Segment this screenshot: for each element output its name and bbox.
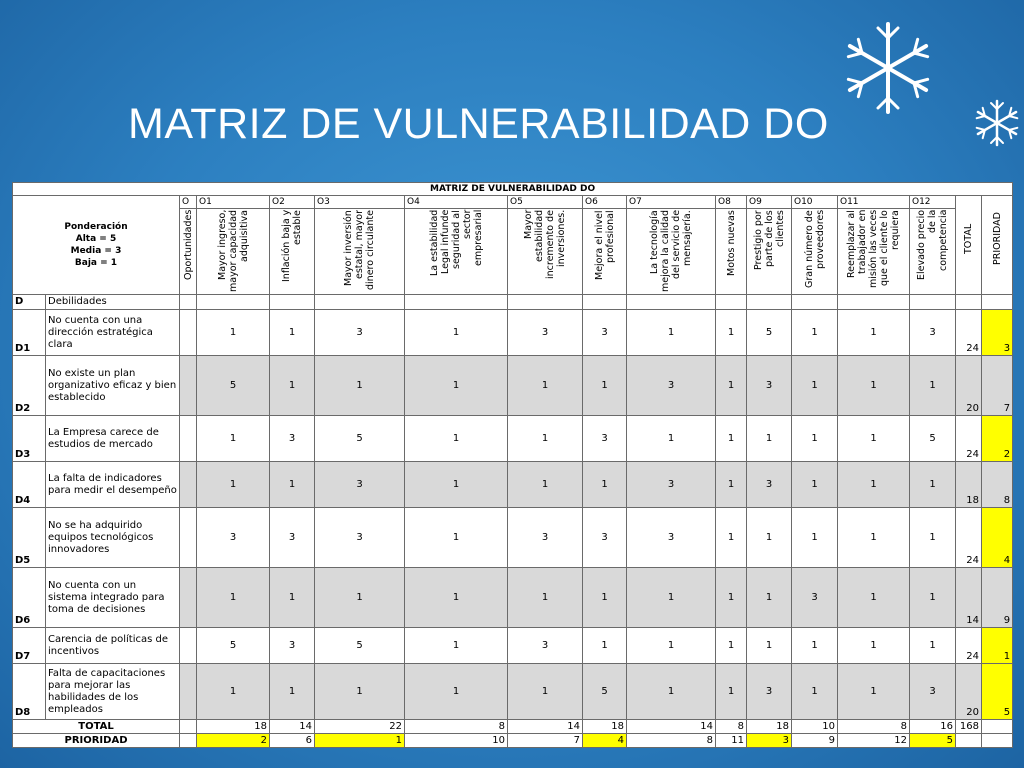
opportunity-label-cell [838, 209, 910, 295]
matrix-value: 1 [838, 568, 910, 628]
grand-total: 168 [956, 720, 982, 734]
column-total: 8 [838, 720, 910, 734]
matrix-value: 1 [627, 310, 716, 356]
matrix-value: 1 [405, 416, 508, 462]
matrix-value: 1 [315, 664, 405, 720]
opportunity-code: O9 [747, 196, 792, 209]
empty-cell [270, 295, 315, 310]
matrix-value: 1 [405, 508, 508, 568]
weakness-description: Carencia de políticas de incentivos [46, 628, 180, 664]
column-priority: 2 [197, 734, 270, 748]
opportunity-code: O11 [838, 196, 910, 209]
column-total: 14 [627, 720, 716, 734]
opportunity-label: Reemplazar al trabajador en misión las veces que el cliente lo requiera [846, 210, 901, 289]
matrix-value: 1 [747, 568, 792, 628]
column-total: 8 [716, 720, 747, 734]
table-row [13, 508, 1013, 568]
row-priority: 1 [982, 628, 1013, 664]
opportunity-code: O1 [197, 196, 270, 209]
matrix-value: 3 [508, 508, 583, 568]
matrix-value: 1 [716, 628, 747, 664]
column-priority: 7 [508, 734, 583, 748]
empty-cell [180, 356, 197, 416]
ponderacion-baja: Baja = 1 [74, 258, 118, 268]
weakness-id: D8 [13, 664, 46, 720]
opportunity-label-cell [508, 209, 583, 295]
opportunity-code: O6 [583, 196, 627, 209]
snowflake-icon [972, 98, 1022, 148]
matrix-value: 1 [315, 356, 405, 416]
matrix-value: 1 [197, 416, 270, 462]
o-code: O [180, 196, 197, 209]
matrix-value: 1 [270, 664, 315, 720]
column-priority: 8 [627, 734, 716, 748]
opportunity-label: Mayor inversión estatal, mayor dinero circulante [343, 210, 376, 290]
matrix-value: 1 [792, 310, 838, 356]
weakness-id: D7 [13, 628, 46, 664]
matrix-value: 1 [197, 310, 270, 356]
matrix-value: 1 [910, 508, 956, 568]
matrix-value: 1 [747, 508, 792, 568]
o-label-cell [180, 209, 197, 295]
table-row [13, 568, 1013, 628]
opportunity-label-cell [716, 209, 747, 295]
opportunity-code: O4 [405, 196, 508, 209]
opportunity-code: O5 [508, 196, 583, 209]
matrix-value: 1 [405, 664, 508, 720]
row-total: 24 [956, 310, 982, 356]
empty-cell [982, 734, 1013, 748]
weakness-description: Falta de capacitaciones para mejorar las habilidades de los empleados [46, 664, 180, 720]
empty-cell [982, 295, 1013, 310]
row-priority: 7 [982, 356, 1013, 416]
opportunity-label-cell [910, 209, 956, 295]
row-total: 24 [956, 508, 982, 568]
matrix-value: 3 [270, 416, 315, 462]
matrix-value: 1 [838, 508, 910, 568]
matrix-value: 3 [583, 416, 627, 462]
weakness-id: D3 [13, 416, 46, 462]
slide-title: MATRIZ DE VULNERABILIDAD DO [128, 100, 829, 148]
matrix-value: 1 [583, 628, 627, 664]
matrix-value: 5 [315, 416, 405, 462]
total-header: TOTAL [963, 223, 974, 254]
prioridad-header: PRIORIDAD [991, 212, 1003, 265]
opportunity-label-cell [583, 209, 627, 295]
opportunity-label-cell [197, 209, 270, 295]
weakness-id: D6 [13, 568, 46, 628]
matrix-value: 1 [270, 310, 315, 356]
matrix-value: 1 [508, 462, 583, 508]
weakness-description: No cuenta con un sistema integrado para toma de decisiones [46, 568, 180, 628]
matrix-value: 1 [627, 664, 716, 720]
row-total: 20 [956, 356, 982, 416]
matrix-value: 1 [792, 356, 838, 416]
empty-cell [405, 295, 508, 310]
matrix-value: 1 [627, 416, 716, 462]
opportunity-code: O3 [315, 196, 405, 209]
table-row [13, 664, 1013, 720]
opportunity-label-cell [792, 209, 838, 295]
matrix-value: 3 [747, 462, 792, 508]
matrix-value: 1 [838, 310, 910, 356]
empty-cell [792, 295, 838, 310]
column-total: 18 [747, 720, 792, 734]
matrix-value: 1 [405, 462, 508, 508]
column-priority: 12 [838, 734, 910, 748]
column-priority: 6 [270, 734, 315, 748]
matrix-value: 1 [315, 568, 405, 628]
table-row [13, 462, 1013, 508]
matrix-value: 1 [792, 508, 838, 568]
matrix-value: 1 [747, 628, 792, 664]
empty-cell [180, 310, 197, 356]
prioridad-header-cell [982, 196, 1013, 295]
matrix-value: 3 [747, 664, 792, 720]
snowflake-icon [838, 18, 938, 118]
matrix-value: 1 [508, 568, 583, 628]
vulnerability-matrix-table [12, 182, 1013, 748]
matrix-value: 1 [838, 416, 910, 462]
matrix-value: 3 [315, 508, 405, 568]
matrix-value: 3 [508, 628, 583, 664]
matrix-value: 1 [716, 416, 747, 462]
weakness-id: D2 [13, 356, 46, 416]
column-total: 16 [910, 720, 956, 734]
empty-cell [838, 295, 910, 310]
ponderacion-legend [13, 196, 180, 295]
column-total: 8 [405, 720, 508, 734]
empty-cell [180, 416, 197, 462]
empty-cell [180, 462, 197, 508]
column-priority: 4 [583, 734, 627, 748]
column-total: 10 [792, 720, 838, 734]
matrix-value: 1 [716, 310, 747, 356]
matrix-value: 1 [583, 462, 627, 508]
empty-cell [315, 295, 405, 310]
opportunity-label-cell [270, 209, 315, 295]
column-priority: 11 [716, 734, 747, 748]
opportunity-label: Mejora el nivel profesional [593, 210, 616, 280]
weakness-id: D4 [13, 462, 46, 508]
ponderacion-media: Media = 3 [70, 246, 122, 256]
matrix-value: 1 [270, 356, 315, 416]
matrix-value: 1 [716, 568, 747, 628]
matrix-value: 1 [508, 664, 583, 720]
d-label: Debilidades [46, 295, 180, 310]
opportunity-label-cell [627, 209, 716, 295]
opportunity-code: O12 [910, 196, 956, 209]
matrix-value: 1 [508, 416, 583, 462]
matrix-value: 1 [747, 416, 792, 462]
column-priority: 10 [405, 734, 508, 748]
opportunity-label-cell [747, 209, 792, 295]
matrix-value: 3 [910, 664, 956, 720]
weakness-description: No existe un plan organizativo eficaz y bien establecido [46, 356, 180, 416]
opportunity-label-cell [405, 209, 508, 295]
total-header-cell [956, 196, 982, 295]
matrix-value: 1 [838, 462, 910, 508]
matrix-value: 5 [747, 310, 792, 356]
row-priority: 9 [982, 568, 1013, 628]
empty-cell [180, 295, 197, 310]
row-total: 18 [956, 462, 982, 508]
matrix-value: 3 [270, 508, 315, 568]
matrix-value: 3 [270, 628, 315, 664]
matrix-value: 5 [315, 628, 405, 664]
opportunity-label: Inflación baja y estable [281, 210, 303, 283]
matrix-value: 5 [197, 628, 270, 664]
column-total: 14 [508, 720, 583, 734]
opportunity-label-cell [315, 209, 405, 295]
row-priority: 8 [982, 462, 1013, 508]
weakness-description: La Empresa carece de estudios de mercado [46, 416, 180, 462]
matrix-value: 5 [583, 664, 627, 720]
o-label: Oportunidades [182, 210, 194, 281]
matrix-value: 3 [747, 356, 792, 416]
row-total: 24 [956, 416, 982, 462]
priority-row [13, 734, 1013, 748]
table-row [13, 310, 1013, 356]
empty-cell [583, 295, 627, 310]
table-row [13, 416, 1013, 462]
matrix-value: 3 [508, 310, 583, 356]
matrix-value: 1 [716, 356, 747, 416]
matrix-value: 3 [627, 508, 716, 568]
matrix-value: 3 [627, 462, 716, 508]
weakness-description: No se ha adquirido equipos tecnológicos innovadores [46, 508, 180, 568]
matrix-value: 1 [838, 356, 910, 416]
matrix-value: 5 [197, 356, 270, 416]
row-total: 24 [956, 628, 982, 664]
weakness-description: No cuenta con una dirección estratégica clara [46, 310, 180, 356]
opportunity-code: O10 [792, 196, 838, 209]
opportunity-code: O8 [716, 196, 747, 209]
matrix-value: 1 [910, 356, 956, 416]
empty-cell [197, 295, 270, 310]
column-total: 18 [583, 720, 627, 734]
matrix-value: 3 [910, 310, 956, 356]
ponderacion-alta: Alta = 5 [75, 234, 117, 244]
empty-cell [180, 508, 197, 568]
row-priority: 4 [982, 508, 1013, 568]
matrix-value: 1 [792, 628, 838, 664]
column-priority: 9 [792, 734, 838, 748]
empty-cell [180, 664, 197, 720]
matrix-value: 3 [583, 508, 627, 568]
weakness-description: La falta de indicadores para medir el desempeño [46, 462, 180, 508]
column-total: 18 [197, 720, 270, 734]
matrix-value: 1 [716, 664, 747, 720]
matrix-value: 3 [792, 568, 838, 628]
matrix-value: 3 [315, 310, 405, 356]
ponderacion-heading: Ponderación [64, 222, 128, 232]
column-total: 14 [270, 720, 315, 734]
matrix-value: 5 [910, 416, 956, 462]
matrix-value: 1 [583, 568, 627, 628]
matrix-value: 1 [792, 416, 838, 462]
empty-cell [982, 720, 1013, 734]
matrix-value: 1 [405, 628, 508, 664]
matrix-value: 1 [197, 462, 270, 508]
matrix-value: 1 [405, 568, 508, 628]
empty-cell [180, 734, 197, 748]
matrix-value: 1 [197, 568, 270, 628]
opportunity-label: Mayor ingreso, mayor capacidad adquisitiva [216, 210, 250, 293]
row-priority: 3 [982, 310, 1013, 356]
empty-cell [508, 295, 583, 310]
matrix-value: 1 [583, 356, 627, 416]
matrix-value: 3 [315, 462, 405, 508]
column-priority: 1 [315, 734, 405, 748]
opportunity-label: Motos nuevas [725, 210, 737, 276]
empty-cell [627, 295, 716, 310]
total-row-label: TOTAL [13, 720, 180, 734]
opportunity-code: O7 [627, 196, 716, 209]
column-priority: 3 [747, 734, 792, 748]
matrix-value: 1 [910, 628, 956, 664]
column-priority: 5 [910, 734, 956, 748]
matrix-value: 1 [627, 628, 716, 664]
matrix-value: 1 [792, 462, 838, 508]
empty-cell [747, 295, 792, 310]
matrix-value: 1 [910, 568, 956, 628]
matrix-value: 3 [583, 310, 627, 356]
opportunity-code: O2 [270, 196, 315, 209]
matrix-value: 1 [405, 356, 508, 416]
matrix-value: 1 [792, 664, 838, 720]
matrix-value: 1 [197, 664, 270, 720]
empty-cell [910, 295, 956, 310]
matrix-value: 1 [910, 462, 956, 508]
empty-cell [716, 295, 747, 310]
matrix-value: 1 [838, 628, 910, 664]
empty-cell [180, 628, 197, 664]
row-priority: 2 [982, 416, 1013, 462]
opportunity-label: Mayor estabilidad incremento de inversiones. [523, 210, 567, 279]
row-total: 20 [956, 664, 982, 720]
weakness-id: D1 [13, 310, 46, 356]
matrix-value: 1 [838, 664, 910, 720]
opportunity-label: La tecnología mejora la calidad del servicio de mensajería. [649, 210, 693, 292]
opportunity-label: Gran número de proveedores [803, 210, 826, 288]
empty-cell [956, 295, 982, 310]
priority-row-label: PRIORIDAD [13, 734, 180, 748]
table-row [13, 356, 1013, 416]
row-priority: 5 [982, 664, 1013, 720]
matrix-value: 1 [508, 356, 583, 416]
column-total: 22 [315, 720, 405, 734]
total-row [13, 720, 1013, 734]
weakness-id: D5 [13, 508, 46, 568]
d-code: D [13, 295, 46, 310]
matrix-value: 3 [627, 356, 716, 416]
row-total: 14 [956, 568, 982, 628]
opportunity-label: Elevado precio de la competencia [916, 210, 949, 281]
matrix-value: 1 [405, 310, 508, 356]
matrix-value: 1 [270, 568, 315, 628]
matrix-value: 3 [197, 508, 270, 568]
matrix-value: 1 [270, 462, 315, 508]
empty-cell [180, 568, 197, 628]
matrix-value: 1 [716, 508, 747, 568]
matrix-value: 1 [716, 462, 747, 508]
opportunity-label: La estabilidad Legal infunde seguridad al sector empresarial [428, 210, 484, 277]
opportunity-label: Prestigio por parte de los clientes [752, 210, 786, 270]
empty-cell [180, 720, 197, 734]
empty-cell [956, 734, 982, 748]
matrix-value: 1 [627, 568, 716, 628]
table-title: MATRIZ DE VULNERABILIDAD DO [13, 183, 1013, 196]
table-row [13, 628, 1013, 664]
